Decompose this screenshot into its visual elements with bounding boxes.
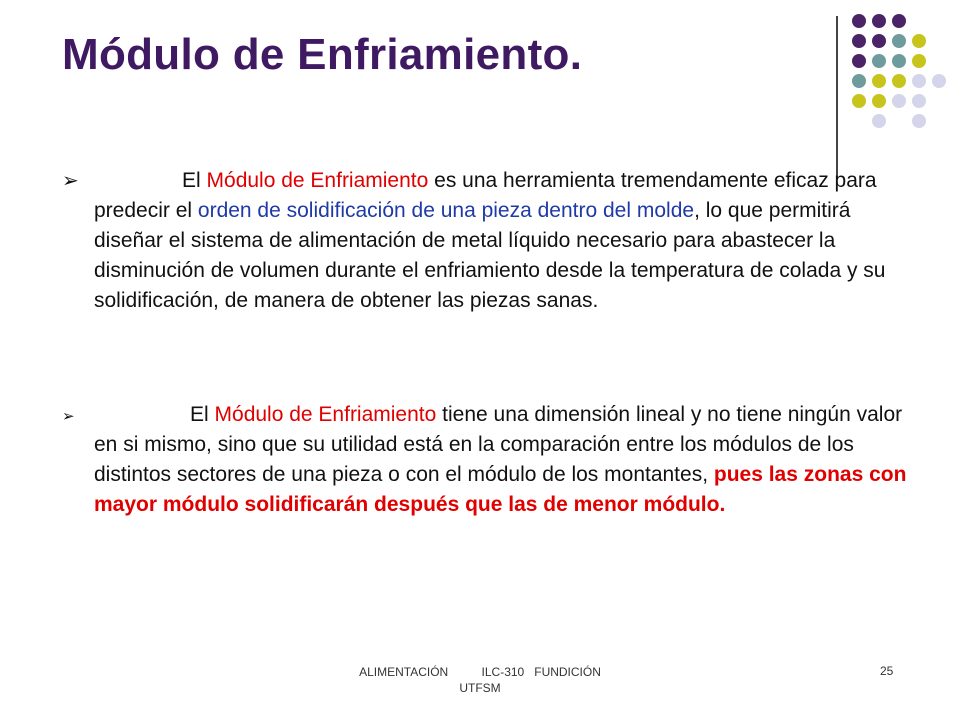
footer-course-label	[330, 664, 630, 696]
decorative-dot	[892, 34, 906, 48]
decorative-dot	[892, 14, 906, 28]
highlight-term: Módulo de Enfriamiento	[214, 403, 437, 426]
decorative-dot	[872, 34, 886, 48]
decorative-dot	[852, 54, 866, 68]
decorative-dot	[912, 94, 926, 108]
vertical-divider	[836, 16, 838, 178]
decorative-dot	[872, 54, 886, 68]
slide-title: Módulo de Enfriamiento.	[62, 30, 583, 79]
highlight-conclusion: pues las zonas con mayor módulo solidificarán después que las de menor módulo.	[94, 463, 907, 516]
decorative-dot	[912, 74, 926, 88]
decorative-dot	[872, 14, 886, 28]
decorative-dot	[852, 74, 866, 88]
footer-line: UTFSM	[459, 681, 501, 695]
decorative-dot-grid	[0, 0, 960, 170]
text-run: tiene una dimensión lineal y no tiene ningún valor en si mismo, sino que su utilidad está en la comparación entre los módulos de los distintos sectores de una pieza o con el módulo de los montantes,	[94, 403, 903, 486]
decorative-dot	[912, 114, 926, 128]
text-run: es una herramienta tremendamente eficaz para predecir el	[94, 169, 877, 222]
decorative-dot	[892, 74, 906, 88]
bullet-paragraph	[94, 166, 914, 316]
decorative-dot	[892, 94, 906, 108]
decorative-dot	[872, 114, 886, 128]
highlight-phrase: orden de solidificación de una pieza dentro del molde	[197, 199, 695, 222]
decorative-dot	[852, 94, 866, 108]
arrow-bullet-icon: ➢	[62, 408, 75, 425]
page-number: 25	[880, 664, 894, 678]
decorative-dot	[912, 34, 926, 48]
text-run: El	[182, 169, 207, 192]
arrow-bullet-icon: ➢	[62, 170, 79, 192]
highlight-term: Módulo de Enfriamiento	[206, 169, 429, 192]
decorative-dot	[872, 94, 886, 108]
footer-line: ALIMENTACIÓN ILC-310 FUNDICIÓN	[359, 665, 601, 679]
decorative-dot	[892, 54, 906, 68]
decorative-dot	[932, 74, 946, 88]
decorative-dot	[852, 14, 866, 28]
decorative-dot	[872, 74, 886, 88]
decorative-dot	[912, 54, 926, 68]
bullet-paragraph	[94, 400, 914, 520]
text-run: , lo que permitirá diseñar el sistema de alimentación de metal líquido necesario para abastecer la disminución de volumen durante el enfriamiento desde la temperatura de colada y su solidificación, de manera de obtener las piezas sanas.	[94, 199, 886, 312]
text-run: El	[190, 403, 215, 426]
decorative-dot	[852, 34, 866, 48]
